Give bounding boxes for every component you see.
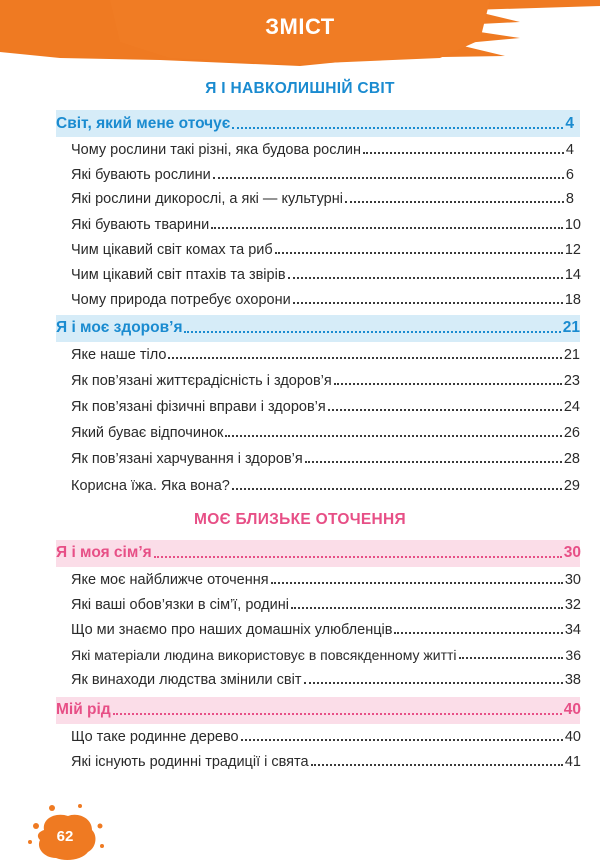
item-page: 24 (563, 399, 580, 415)
item-page: 34 (564, 622, 581, 638)
toc-chapter[interactable] (56, 699, 581, 719)
item-title: Які рослини дикорослі, а які — культурні (71, 191, 343, 207)
dot-leader (113, 713, 562, 715)
item-title: Які ваші обов’язки в сім’ї, родині (71, 597, 289, 613)
toc-item[interactable] (71, 618, 581, 638)
toc-chapter[interactable] (56, 113, 574, 133)
item-title: Який буває відпочинок (71, 425, 224, 441)
dot-leader (168, 357, 561, 359)
dot-leader (241, 739, 563, 741)
toc-item[interactable] (71, 750, 581, 770)
chapter-title: Мій рід (56, 701, 111, 718)
page-title: ЗМІСТ (265, 14, 335, 39)
item-page: 41 (564, 754, 581, 770)
dot-leader (288, 277, 563, 279)
toc-item[interactable] (71, 238, 581, 258)
item-title: Чому природа потребує охорони (71, 292, 291, 308)
item-page: 38 (564, 672, 581, 688)
dot-leader (271, 582, 563, 584)
item-title: Які бувають рослини (71, 167, 211, 183)
toc-item[interactable] (71, 668, 581, 688)
item-title: Як пов’язані життєрадісність і здоров’я (71, 373, 332, 389)
toc-item[interactable] (71, 138, 574, 158)
toc-item[interactable] (71, 187, 574, 207)
dot-leader (459, 657, 564, 659)
dot-leader (211, 227, 563, 229)
dot-leader (232, 488, 562, 490)
item-page: 23 (563, 373, 580, 389)
item-title: Як винаходи людства змінили світ (71, 672, 302, 688)
dot-leader (328, 409, 562, 411)
item-page: 18 (564, 292, 581, 308)
item-title: Які бувають тварини (71, 217, 210, 233)
item-page: 36 (565, 647, 581, 663)
chapter-page: 21 (562, 319, 580, 336)
toc-item[interactable] (71, 263, 581, 283)
item-page: 12 (564, 242, 581, 258)
item-page: 32 (564, 597, 581, 613)
section-title-1: Я І НАВКОЛИШНІЙ СВІТ (205, 80, 395, 97)
chapter-page: 40 (563, 701, 581, 718)
dot-leader (291, 607, 563, 609)
dot-leader (275, 252, 563, 254)
toc-item[interactable] (71, 725, 581, 745)
item-page: 8 (565, 191, 574, 207)
dot-leader (232, 127, 563, 129)
toc-item[interactable] (71, 395, 580, 415)
toc-item[interactable] (71, 593, 581, 613)
toc-item[interactable] (71, 568, 581, 588)
toc-item[interactable] (71, 213, 581, 233)
item-page: 6 (565, 167, 574, 183)
toc-item[interactable] (71, 163, 574, 183)
item-page: 14 (564, 267, 581, 283)
item-title: Чим цікавий світ комах та риб (71, 242, 273, 258)
item-page: 21 (563, 347, 580, 363)
dot-leader (305, 461, 562, 463)
toc-item[interactable] (71, 421, 580, 441)
toc-item[interactable] (71, 643, 581, 663)
dot-leader (213, 177, 564, 179)
dot-leader (334, 383, 562, 385)
item-title: Чому рослини такі різні, яка будова рослин (71, 142, 362, 158)
item-title: Яке моє найближче оточення (71, 572, 269, 588)
dot-leader (154, 556, 562, 558)
chapter-title: Я і моє здоров’я (56, 319, 183, 336)
item-page: 30 (564, 572, 581, 588)
item-title: Яке наше тіло (71, 347, 167, 363)
toc-item[interactable] (71, 474, 580, 494)
toc-chapter[interactable] (56, 317, 580, 337)
item-page: 29 (563, 478, 580, 494)
dot-leader (345, 201, 564, 203)
chapter-title: Світ, який мене оточує (56, 115, 231, 132)
item-page: 26 (563, 425, 580, 441)
item-title: Як пов’язані фізичні вправи і здоров’я (71, 399, 326, 415)
toc-chapter[interactable] (56, 542, 581, 562)
item-title: Корисна їжа. Яка вона? (71, 478, 230, 494)
item-title: Що таке родинне дерево (71, 729, 239, 745)
page-number: 62 (56, 828, 74, 845)
item-page: 40 (564, 729, 581, 745)
item-title: Як пов’язані харчування і здоров’я (71, 451, 303, 467)
toc-item[interactable] (71, 343, 580, 363)
dot-leader (225, 435, 561, 437)
item-page: 4 (565, 142, 574, 158)
chapter-title: Я і моя сім’я (56, 544, 152, 561)
item-page: 28 (563, 451, 580, 467)
item-title: Що ми знаємо про наших домашніх улюбленців (71, 622, 393, 638)
item-title: Чим цікавий світ птахів та звірів (71, 267, 286, 283)
toc-item[interactable] (71, 447, 580, 467)
toc-item[interactable] (71, 369, 580, 389)
chapter-page: 4 (565, 115, 574, 132)
header-banner (0, 0, 600, 72)
dot-leader (363, 152, 564, 154)
item-title: Які існують родинні традиції і свята (71, 754, 309, 770)
dot-leader (293, 302, 563, 304)
item-title: Які матеріали людина використовує в повсякденному житті (71, 647, 457, 663)
toc-item[interactable] (71, 288, 581, 308)
dot-leader (394, 632, 562, 634)
dot-leader (311, 764, 563, 766)
dot-leader (184, 331, 560, 333)
chapter-page: 30 (563, 544, 581, 561)
item-page: 10 (564, 217, 581, 233)
section-title-2: МОЄ БЛИЗЬКЕ ОТОЧЕННЯ (194, 511, 406, 528)
dot-leader (304, 682, 563, 684)
